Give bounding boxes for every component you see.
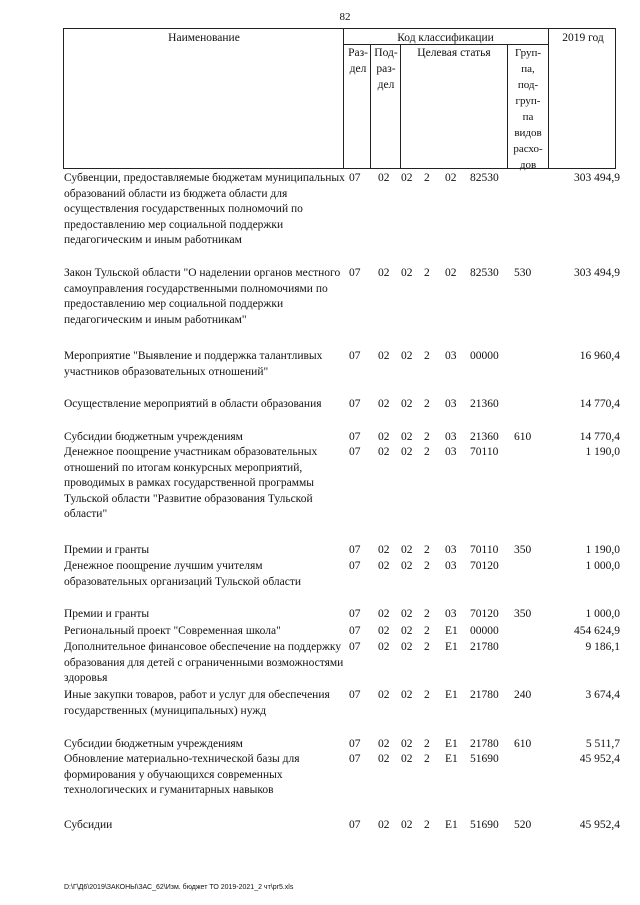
row-target-subprogram: 2	[424, 641, 430, 653]
row-target-program: 02	[401, 446, 413, 458]
row-amount: 1 000,0	[585, 560, 620, 572]
row-target-event: 03	[445, 431, 457, 443]
row-podrazdel: 02	[378, 819, 390, 831]
row-name: Субсидии бюджетным учреждениям	[64, 431, 243, 443]
header-divider-name	[343, 28, 344, 169]
row-podrazdel: 02	[378, 431, 390, 443]
header-gruppa-line: па,	[521, 63, 535, 75]
row-target-code: 21780	[470, 738, 499, 750]
row-name: Мероприятие "Выявление и поддержка талантливых участников образовательных отношений"	[64, 350, 323, 378]
header-gruppa-line: дов	[519, 159, 537, 171]
row-target-code: 21360	[470, 431, 499, 443]
row-target-event: E1	[445, 625, 458, 637]
row-podrazdel: 02	[378, 689, 390, 701]
row-expense-type: 240	[514, 689, 532, 701]
row-podrazdel: 02	[378, 625, 390, 637]
row-target-subprogram: 2	[424, 431, 430, 443]
row-target-program: 02	[401, 608, 413, 620]
row-amount: 1 190,0	[585, 446, 620, 458]
row-amount: 3 674,4	[585, 689, 620, 701]
footer-file-path: D:\Г\Д6\2019\ЗАКОНЫ\ЗАС_62\Изм. бюджет ТО 2019-2021_2 чт\pr5.xls	[64, 884, 294, 891]
row-name: Субсидии	[64, 819, 113, 831]
header-divider-gruppa	[548, 28, 549, 169]
row-name: Дополнительное финансовое обеспечение на поддержку образования для детей с ограниченными возможностями здоровья	[64, 641, 344, 684]
row-podrazdel: 02	[378, 560, 390, 572]
header-left-border	[63, 28, 64, 169]
row-target-program: 02	[401, 350, 413, 362]
row-razdel: 07	[349, 172, 361, 184]
header-name: Наименование	[168, 32, 240, 44]
row-target-code: 21780	[470, 689, 499, 701]
row-target-subprogram: 2	[424, 350, 430, 362]
row-target-code: 51690	[470, 819, 499, 831]
row-target-code: 70120	[470, 608, 499, 620]
row-target-event: 03	[445, 446, 457, 458]
row-razdel: 07	[349, 753, 361, 765]
row-razdel: 07	[349, 689, 361, 701]
row-razdel: 07	[349, 350, 361, 362]
row-target-subprogram: 2	[424, 753, 430, 765]
row-target-subprogram: 2	[424, 689, 430, 701]
row-target-program: 02	[401, 753, 413, 765]
row-target-subprogram: 2	[424, 608, 430, 620]
row-name: Субвенции, предоставляемые бюджетам муниципальных образований области из бюджета области для осуществления государственных полномочий по предоставлению мер социальной поддержки педагогическим и иным работникам	[64, 172, 345, 246]
row-name: Региональный проект "Современная школа"	[64, 625, 281, 637]
header-podrazdel	[371, 45, 401, 93]
row-target-event: E1	[445, 738, 458, 750]
header-podrazdel-line: дел	[377, 79, 395, 91]
row-target-code: 51690	[470, 753, 499, 765]
row-name: Премии и гранты	[64, 608, 150, 620]
row-target-subprogram: 2	[424, 560, 430, 572]
row-podrazdel: 02	[378, 350, 390, 362]
row-target-program: 02	[401, 172, 413, 184]
row-name: Денежное поощрение лучшим учителям образовательных организаций Тульской области	[64, 560, 302, 588]
row-target-program: 02	[401, 267, 413, 279]
row-razdel: 07	[349, 267, 361, 279]
row-target-subprogram: 2	[424, 544, 430, 556]
row-target-subprogram: 2	[424, 172, 430, 184]
row-target-program: 02	[401, 544, 413, 556]
row-name: Осуществление мероприятий в области образования	[64, 398, 322, 410]
row-target-subprogram: 2	[424, 446, 430, 458]
header-podrazdel-line: раз-	[376, 63, 396, 75]
row-target-code: 70110	[470, 544, 499, 556]
header-top-border	[63, 28, 616, 29]
row-expense-type: 530	[514, 267, 532, 279]
header-year: 2019 год	[562, 32, 604, 44]
row-name: Обновление материально-технической базы для формирования у обучающихся современных технологических и гуманитарных навыков	[64, 753, 300, 796]
row-podrazdel: 02	[378, 446, 390, 458]
header-gruppa-line: груп-	[515, 95, 541, 107]
row-target-event: E1	[445, 689, 458, 701]
row-target-event: 03	[445, 560, 457, 572]
page-number: 82	[339, 11, 351, 23]
row-target-program: 02	[401, 689, 413, 701]
row-target-event: 03	[445, 398, 457, 410]
row-razdel: 07	[349, 819, 361, 831]
row-target-event: E1	[445, 819, 458, 831]
row-amount: 303 494,9	[574, 172, 620, 184]
row-expense-type: 350	[514, 608, 532, 620]
row-target-code: 82530	[470, 172, 499, 184]
row-podrazdel: 02	[378, 544, 390, 556]
row-razdel: 07	[349, 641, 361, 653]
row-razdel: 07	[349, 398, 361, 410]
row-razdel: 07	[349, 431, 361, 443]
row-razdel: 07	[349, 625, 361, 637]
row-expense-type: 610	[514, 431, 532, 443]
row-target-code: 00000	[470, 350, 499, 362]
header-right-border	[615, 28, 616, 169]
row-target-subprogram: 2	[424, 625, 430, 637]
row-razdel: 07	[349, 544, 361, 556]
header-razdel-line: Раз-	[348, 47, 368, 59]
row-amount: 454 624,9	[574, 625, 620, 637]
row-target-event: 02	[445, 172, 457, 184]
header-celevaya: Целевая статья	[417, 47, 491, 59]
row-name: Субсидии бюджетным учреждениям	[64, 738, 243, 750]
row-podrazdel: 02	[378, 738, 390, 750]
row-target-event: E1	[445, 753, 458, 765]
row-target-subprogram: 2	[424, 738, 430, 750]
row-target-event: 03	[445, 350, 457, 362]
row-amount: 45 952,4	[579, 819, 620, 831]
row-target-event: 03	[445, 544, 457, 556]
header-gruppa-line: под-	[517, 79, 539, 91]
row-amount: 1 000,0	[585, 608, 620, 620]
row-target-event: E1	[445, 641, 458, 653]
header-gruppa-line: расхо-	[513, 143, 543, 155]
row-expense-type: 350	[514, 544, 532, 556]
header-gruppa-line: па	[522, 111, 534, 123]
row-podrazdel: 02	[378, 267, 390, 279]
row-amount: 16 960,4	[579, 350, 620, 362]
header-gruppa-line: видов	[514, 127, 542, 139]
row-target-code: 70120	[470, 560, 499, 572]
row-amount: 303 494,9	[574, 267, 620, 279]
row-expense-type: 520	[514, 819, 532, 831]
row-podrazdel: 02	[378, 172, 390, 184]
row-name: Иные закупки товаров, работ и услуг для обеспечения государственных (муниципальных) нужд	[64, 689, 330, 717]
row-amount: 9 186,1	[585, 641, 620, 653]
row-target-program: 02	[401, 625, 413, 637]
row-target-code: 21360	[470, 398, 499, 410]
row-target-subprogram: 2	[424, 267, 430, 279]
row-amount: 14 770,4	[579, 431, 620, 443]
row-name: Денежное поощрение участникам образовательных отношений по итогам конкурсных мероприятий, проводимых в рамках государственной программы Тульской области "Развитие образования Тульской области"	[64, 446, 318, 520]
row-razdel: 07	[349, 608, 361, 620]
header-razdel	[346, 45, 370, 77]
row-target-program: 02	[401, 431, 413, 443]
row-podrazdel: 02	[378, 641, 390, 653]
row-razdel: 07	[349, 738, 361, 750]
row-razdel: 07	[349, 446, 361, 458]
row-podrazdel: 02	[378, 398, 390, 410]
row-amount: 1 190,0	[585, 544, 620, 556]
row-target-program: 02	[401, 560, 413, 572]
row-target-subprogram: 2	[424, 819, 430, 831]
row-target-code: 21780	[470, 641, 499, 653]
row-podrazdel: 02	[378, 753, 390, 765]
row-amount: 14 770,4	[579, 398, 620, 410]
row-target-code: 82530	[470, 267, 499, 279]
header-podrazdel-line: Под-	[374, 47, 398, 59]
row-target-event: 03	[445, 608, 457, 620]
row-podrazdel: 02	[378, 608, 390, 620]
row-expense-type: 610	[514, 738, 532, 750]
row-target-event: 02	[445, 267, 457, 279]
row-amount: 5 511,7	[585, 738, 620, 750]
header-gruppa	[508, 45, 548, 173]
row-target-program: 02	[401, 738, 413, 750]
row-target-code: 00000	[470, 625, 499, 637]
row-amount: 45 952,4	[579, 753, 620, 765]
row-target-code: 70110	[470, 446, 499, 458]
row-target-subprogram: 2	[424, 398, 430, 410]
row-target-program: 02	[401, 641, 413, 653]
row-target-program: 02	[401, 819, 413, 831]
row-razdel: 07	[349, 560, 361, 572]
row-target-program: 02	[401, 398, 413, 410]
header-code-group: Код классификации	[397, 32, 494, 44]
row-name: Закон Тульской области "О наделении органов местного самоуправления государственными полномочиями по предоставлению мер социальной поддержки педагогическим и иным работникам"	[64, 267, 341, 326]
header-razdel-line: дел	[349, 63, 367, 75]
header-gruppa-line: Груп-	[514, 47, 542, 59]
row-name: Премии и гранты	[64, 544, 150, 556]
